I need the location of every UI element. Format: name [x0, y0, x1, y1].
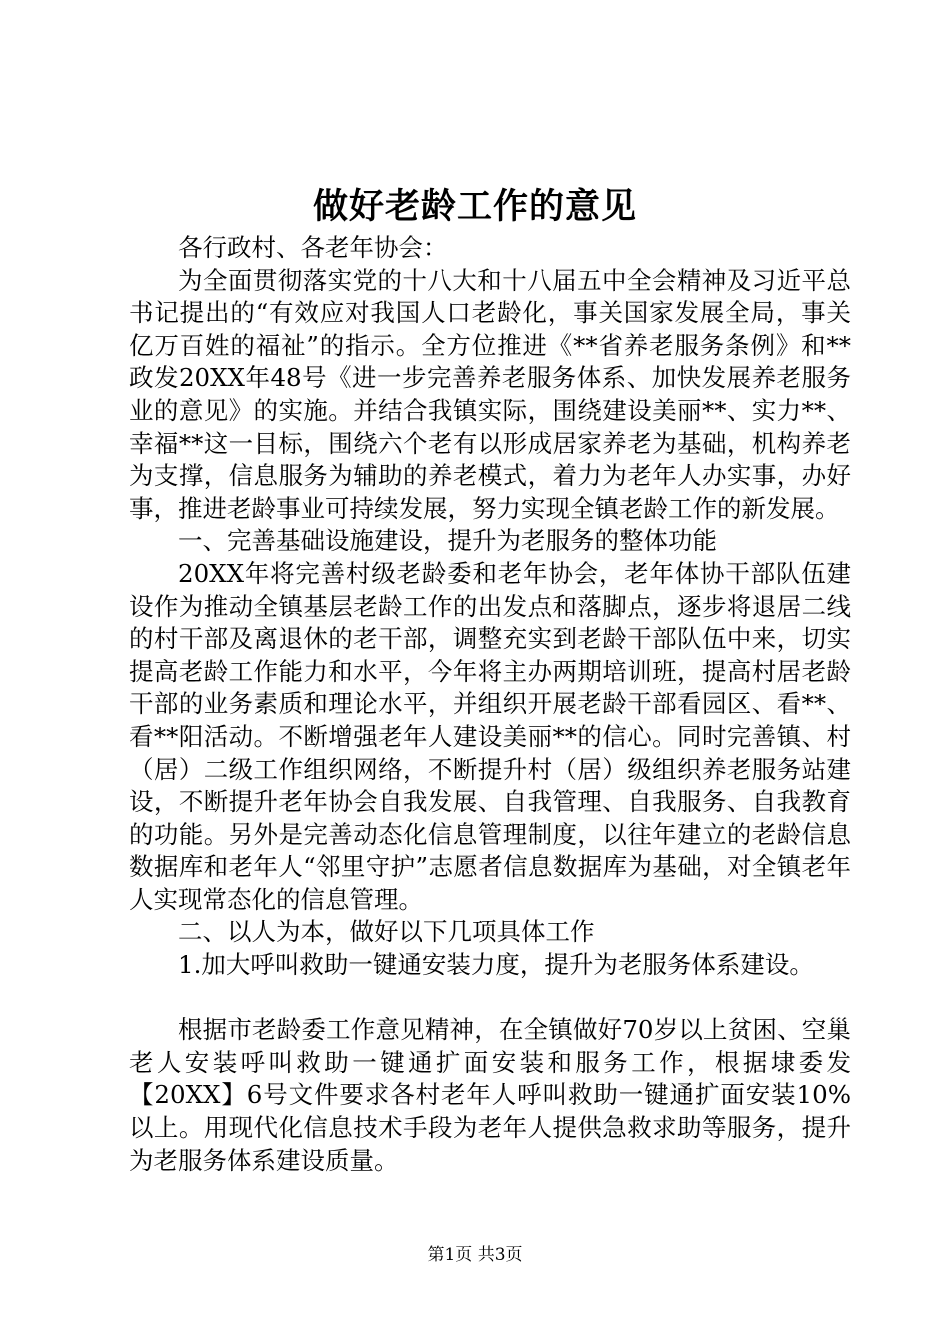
- section-heading-2: 二、以人为本，做好以下几项具体工作: [178, 917, 595, 947]
- page-footer: 第1页 共3页: [427, 1245, 523, 1265]
- paragraph-section-1: 20XX年将完善村级老龄委和老年协会，老年体协干部队伍建设作为推动全镇基层老龄工作的出发点和落脚点，逐步将退居二线的村干部及离退休的老干部，调整充实到老龄干部队伍中来，切实提高老龄工作能力和水平，今年将主办两期培训班，提高村居老龄干部的业务素质和理论水平，并组织开展老龄干部看园区、看**、看**阳活动。不断增强老年人建设美丽**的信心。同时完善镇、村（居）二级工作组织网络，不断提升村（居）级组织养老服务站建设，不断提升老年协会自我发展、自我管理、自我服务、自我教育的功能。另外是完善动态化信息管理制度，以往年建立的老龄信息数据库和老年人“邻里守护”志愿者信息数据库为基础，对全镇老年人实现常态化的信息管理。: [129, 558, 851, 914]
- section-heading-1: 一、完善基础设施建设，提升为老服务的整体功能: [178, 526, 717, 556]
- subheading-1: 1.加大呼叫救助一键通安装力度，提升为老服务体系建设。: [178, 950, 814, 980]
- document-title: 做好老龄工作的意见: [312, 186, 637, 227]
- paragraph-intro: 为全面贯彻落实党的十八大和十八届五中全会精神及习近平总书记提出的“有效应对我国人口老龄化，事关国家发展全局，事关亿万百姓的福祉”的指示。全方位推进《**省养老服务条例》和**政发20XX年48号《进一步完善养老服务体系、加快发展养老服务业的意见》的实施。并结合我镇实际，围绕建设美丽**、实力**、幸福**这一目标，围绕六个老有以形成居家养老为基础，机构养老为支撑，信息服务为辅助的养老模式，着力为老年人办实事，办好事，推进老龄事业可持续发展，努力实现全镇老龄工作的新发展。: [129, 265, 851, 523]
- document-body: [129, 232, 851, 1177]
- salutation: 各行政村、各老年协会：: [178, 233, 448, 262]
- paragraph-subsection-1: 根据市老龄委工作意见精神，在全镇做好70岁以上贫困、空巢老人安装呼叫救助一键通扩面安装和服务工作，根据埭委发【20XX】6号文件要求各村老年人呼叫救助一键通扩面安装10%以上。用现代化信息技术手段为老年人提供急救求助等服务，提升为老服务体系建设质量。: [129, 1015, 851, 1175]
